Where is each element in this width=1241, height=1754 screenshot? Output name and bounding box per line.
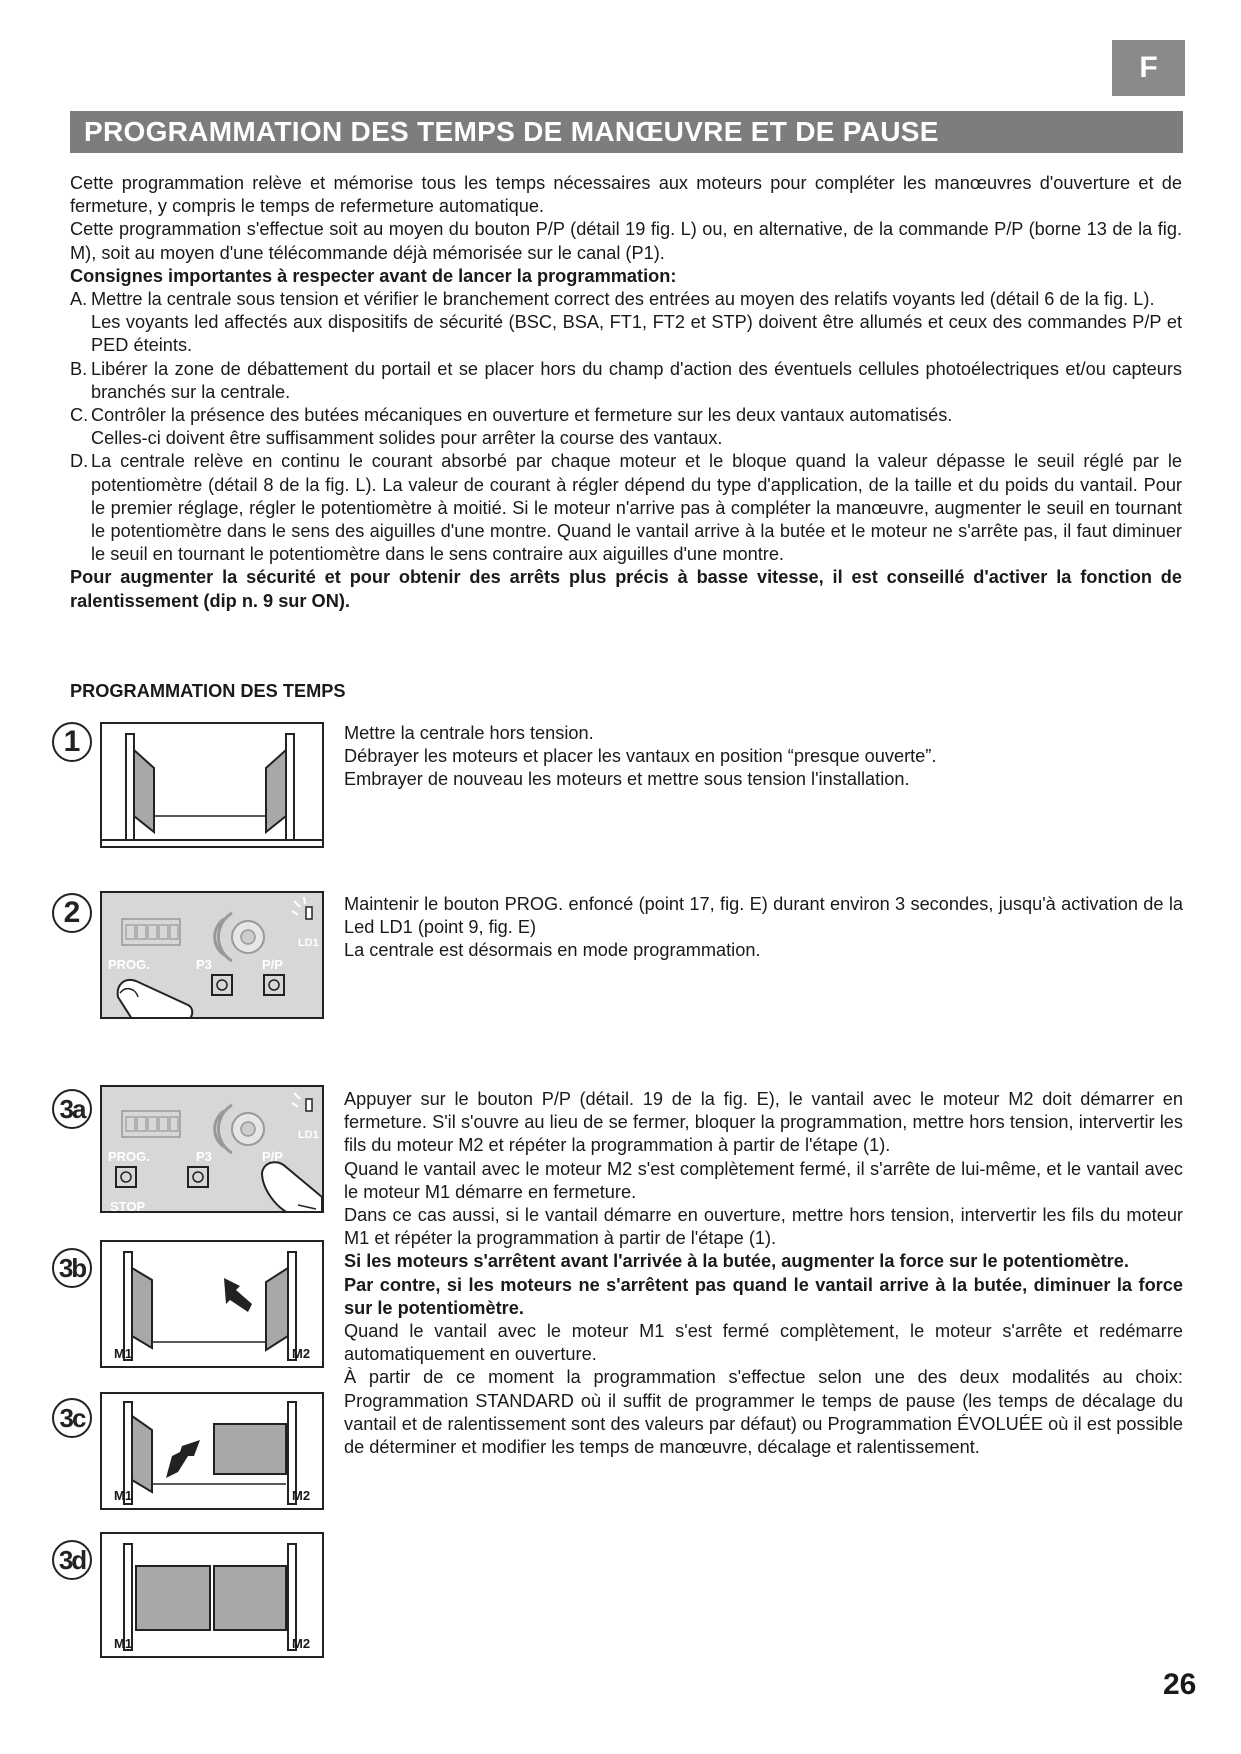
list-text: La centrale relève en continu le courant absorbé par chaque moteur et le bloque quand la valeur dépasse le seuil réglé par le potentiomètre (détail 8 de la fig. L). La valeur de courant à régler dépend du type d'application, de la taille et du poids du vantail. Pour le premier réglage, régler le potentiomètre à moitié. Si le moteur n'arrive pas à compléter la manœuvre, augmenter le seuil en tournant le potentiomètre dans le sens des aiguilles d'une montre. Quand le vantail arrive à la butée et le moteur ne s'arrête pas, il faut diminuer le seuil en tournant le potentiomètre dans le sens contraire aux aiguilles d'une montre. xyxy=(91,451,1182,565)
pp-label: P/P xyxy=(262,1149,283,1164)
section-title: PROGRAMMATION DES TEMPS DE MANŒUVRE ET DE PAUSE xyxy=(70,111,1183,153)
p3-label: P3 xyxy=(196,1149,212,1164)
step-1-line: Embrayer de nouveau les moteurs et mettre sous tension l'installation. xyxy=(344,769,910,790)
list-item-c xyxy=(70,404,1182,450)
list-item-b xyxy=(70,358,1182,404)
p3-label: P3 xyxy=(196,957,212,972)
step-2-line: Maintenir le bouton PROG. enfoncé (point 17, fig. E) durant environ 3 secondes, jusqu'à activation de la Led LD1 (point 9, fig. E) xyxy=(344,894,1183,938)
step-3-warning: Par contre, si les moteurs ne s'arrêtent pas quand le vantail arrive à la butée, diminuer la force sur le potentiomètre. xyxy=(344,1274,1183,1318)
step-number-3b: 3b xyxy=(52,1248,92,1288)
step-number-3a: 3a xyxy=(52,1089,92,1129)
list-text: Mettre la centrale sous tension et vérifier le branchement correct des entrées au moyen des relatifs voyants led (détail 6 de la fig. L). xyxy=(91,289,1155,310)
step-3-paragraph: Appuyer sur le bouton P/P (détail. 19 de la fig. E), le vantail avec le moteur M2 doit démarrer en fermeture. S'il s'ouvre au lieu de se fermer, bloquer la programmation, mettre hors tension, intervertir les fils du moteur M2 et répéter la programmation à partir de l'étape (1). xyxy=(344,1089,1183,1156)
gate-diagram-icon xyxy=(102,1394,324,1510)
m2-label: M2 xyxy=(292,1636,311,1651)
gate-diagram-icon xyxy=(102,1534,324,1658)
figure-m2-closing xyxy=(100,1240,324,1368)
step-2-line: La centrale est désormais en mode programmation. xyxy=(344,940,761,961)
list-text: Celles-ci doivent être suffisamment solides pour arrêter la course des vantaux. xyxy=(91,428,723,449)
step-1-text xyxy=(344,722,1183,792)
list-text: Les voyants led affectés aux dispositifs de sécurité (BSC, BSA, FT1, FT2 et STP) doivent être allumés et ceux des commandes P/P et PED éteints. xyxy=(91,312,1182,356)
ld1-label: LD1 xyxy=(298,1129,319,1141)
step-1-line: Mettre la centrale hors tension. xyxy=(344,723,594,743)
list-text: Contrôler la présence des butées mécaniques en ouverture et fermeture sur les deux vantaux automatisés. xyxy=(91,405,953,426)
gate-diagram-icon xyxy=(102,724,324,848)
list-label: C. xyxy=(70,405,89,426)
prog-label: PROG. xyxy=(108,957,150,972)
figure-gates-almost-open xyxy=(100,722,324,848)
safety-note: Pour augmenter la sécurité et pour obtenir des arrêts plus précis à basse vitesse, il est conseillé d'activer la fonction de ralentissement (dip n. 9 sur ON). xyxy=(70,567,1182,611)
step-3-warning: Si les moteurs s'arrêtent avant l'arrivée à la butée, augmenter la force sur le potentiomètre. xyxy=(344,1251,1129,1272)
intro-paragraph-2: Cette programmation s'effectue soit au moyen du bouton P/P (détail 19 fig. L) ou, en alternative, de la commande P/P (borne 13 de la fig. M), soit au moyen d'une télécommande déjà mémorisée sur le canal (P1). xyxy=(70,219,1182,263)
list-text: Libérer la zone de débattement du portail et se placer hors du champ d'action des éventuels cellules photoélectriques et/ou capteurs branchés sur la centrale. xyxy=(91,358,1182,402)
list-item-d xyxy=(70,450,1182,566)
page-number: 26 xyxy=(1163,1668,1197,1701)
intro-section xyxy=(70,172,1182,613)
step-3-text xyxy=(344,1088,1183,1459)
step-number-2: 2 xyxy=(52,893,92,933)
programming-subtitle: PROGRAMMATION DES TEMPS xyxy=(70,681,346,701)
step-number-3c: 3c xyxy=(52,1398,92,1438)
m1-label: M1 xyxy=(114,1636,133,1651)
figure-prog-button-press xyxy=(100,891,324,1019)
intro-paragraph-1: Cette programmation relève et mémorise tous les temps nécessaires aux moteurs pour compléter les manœuvres d'ouverture et de fermeture, y compris le temps de refermeture automatique. xyxy=(70,173,1182,217)
m1-label: M1 xyxy=(114,1488,133,1503)
m1-label: M1 xyxy=(114,1346,133,1361)
prog-label: PROG. xyxy=(108,1149,150,1164)
step-3-paragraph: Dans ce cas aussi, si le vantail démarre en ouverture, mettre hors tension, intervertir les fils du moteur M1 et répéter la programmation à partir de l'étape (1). xyxy=(344,1205,1183,1249)
pp-label: P/P xyxy=(262,957,283,972)
list-label: B. xyxy=(70,358,88,379)
step-3-paragraph: Quand le vantail avec le moteur M1 s'est fermé complètement, le moteur s'arrête et redémarre automatiquement en ouverture. xyxy=(344,1321,1183,1365)
list-label: A. xyxy=(70,289,88,310)
step-3-paragraph: À partir de ce moment la programmation s'effectue selon une des deux modalités au choix: Programmation STANDARD où il suffit de programmer le temps de pause (les temps de décalage du vantail et de ralentissement sont des valeurs par défaut) ou Programmation ÉVOLUÉE où il est possible de déterminer et modifier les temps de manœuvre, décalage et ralentissement. xyxy=(344,1367,1183,1458)
step-3-paragraph: Quand le vantail avec le moteur M2 s'est complètement fermé, il s'arrête de lui-même, et le vantail avec le moteur M1 démarre en fermeture. xyxy=(344,1158,1183,1202)
language-tab: F xyxy=(1112,40,1185,96)
figure-gates-closed xyxy=(100,1532,324,1658)
consignes-heading: Consignes importantes à respecter avant de lancer la programmation: xyxy=(70,265,677,286)
ld1-label: LD1 xyxy=(298,937,319,949)
list-item-a xyxy=(70,288,1182,358)
step-2-text xyxy=(344,893,1183,963)
step-1-line: Débrayer les moteurs et placer les vantaux en position “presque ouverte”. xyxy=(344,746,937,767)
step-number-1: 1 xyxy=(52,722,92,762)
figure-pp-button-press xyxy=(100,1085,324,1213)
step-number-3d: 3d xyxy=(52,1540,92,1580)
list-label: D. xyxy=(70,451,89,472)
control-panel-icon xyxy=(102,893,324,1019)
m2-label: M2 xyxy=(292,1346,311,1361)
figure-m1-closing xyxy=(100,1392,324,1510)
gate-diagram-icon xyxy=(102,1242,324,1368)
m2-label: M2 xyxy=(292,1488,311,1503)
stop-label: STOP xyxy=(110,1199,146,1213)
